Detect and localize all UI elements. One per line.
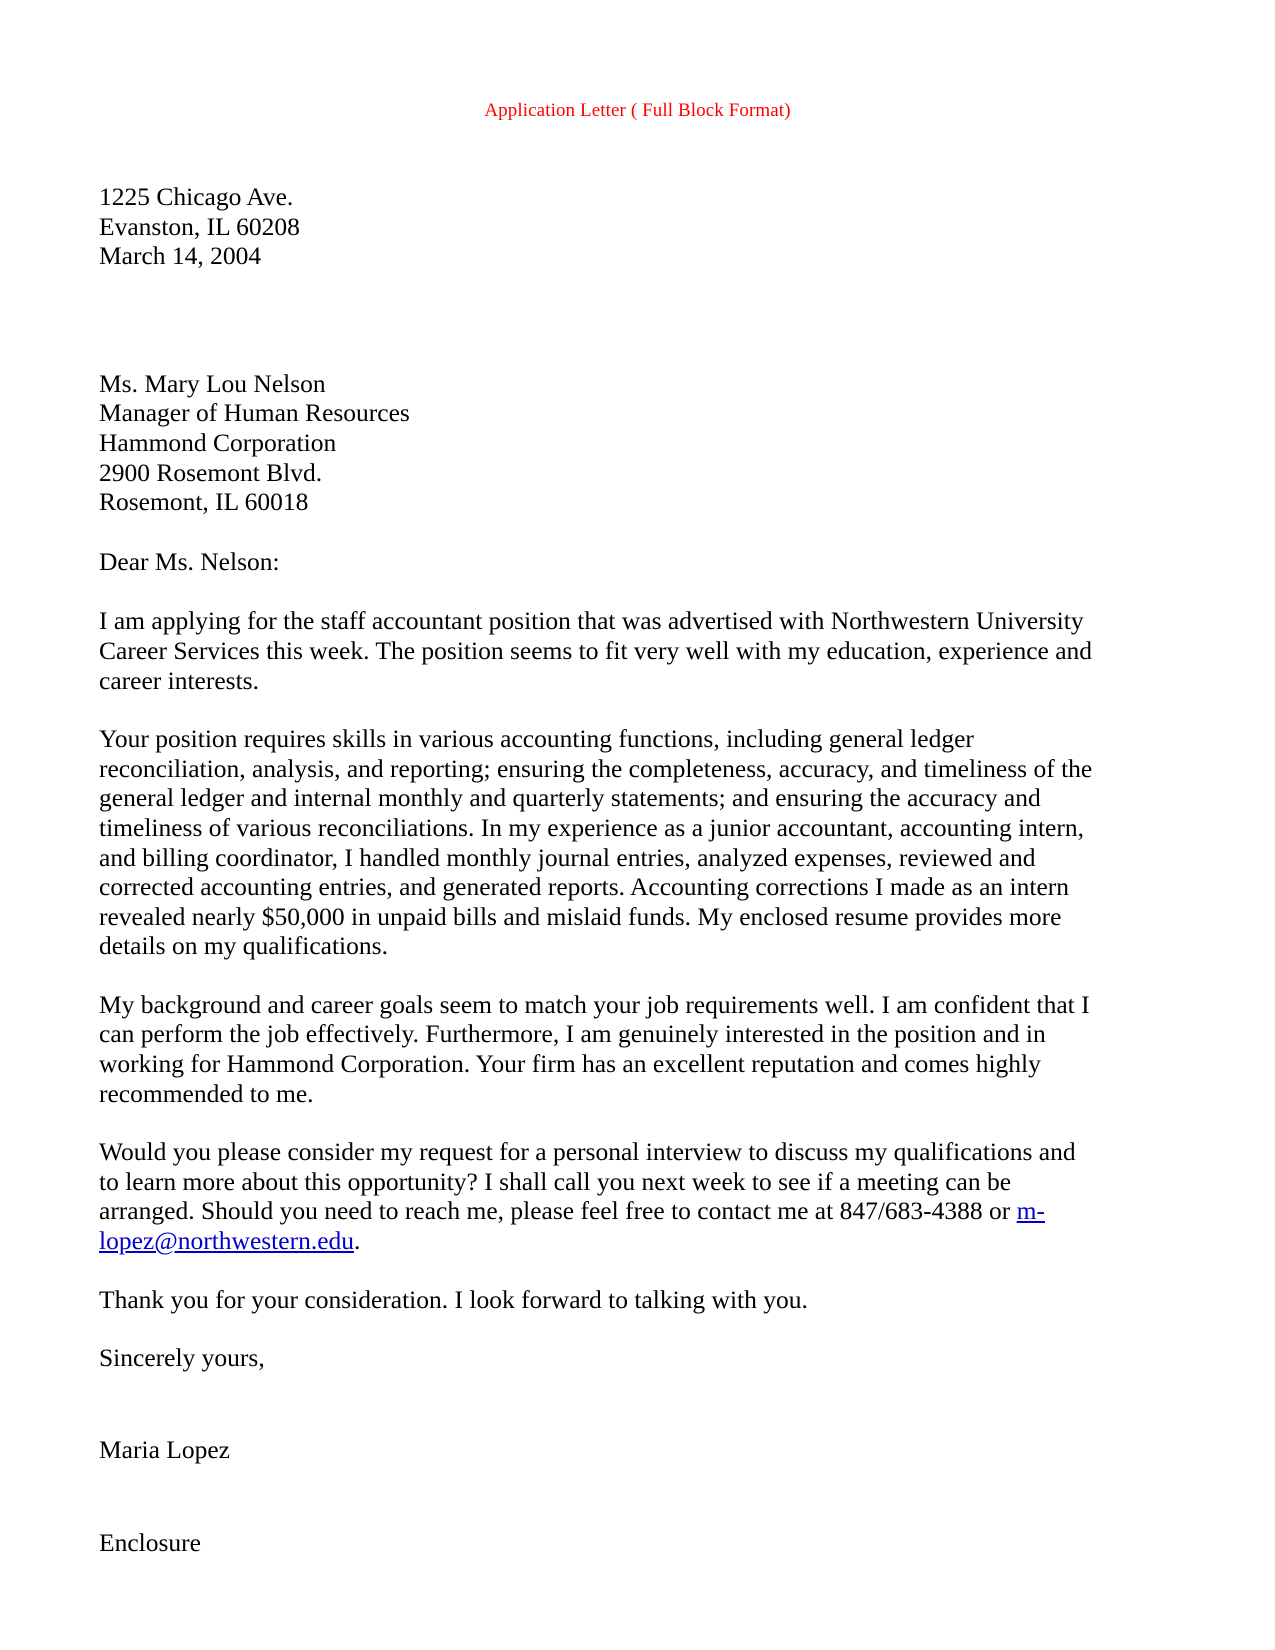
recipient-street: 2900 Rosemont Blvd. (99, 457, 323, 487)
spacer-1 (99, 695, 1094, 724)
spacer-after-sender (99, 271, 1094, 369)
recipient-title: Manager of Human Resources (99, 398, 410, 428)
signature-space (99, 1373, 1094, 1435)
signature-name: Maria Lopez (99, 1434, 230, 1464)
spacer-2 (99, 961, 1094, 990)
sender-address-line-2: Evanston, IL 60208 (99, 211, 300, 241)
paragraph-4-text-after-email: . (354, 1226, 361, 1256)
body-paragraph-2: Your position requires skills in various accounting functions, including general ledger reconciliation, analysis, and reporting; ensuring the completeness, accuracy, and timeliness of the general ledger and internal monthly and quarterly statements; and ensuring the accuracy and timeliness of various reconciliations. In my experience as a junior accountant, accounting intern, and billing coordinator, I handled monthly journal entries, analyzed expenses, reviewed and corrected accounting entries, and generated reports. Accounting corrections I made as an intern revealed nearly $50,000 in unpaid bills and mislaid funds. My enclosed resume provides more details on my qualifications. (99, 724, 1093, 961)
enclosure-note: Enclosure (99, 1528, 201, 1558)
spacer-5 (99, 1314, 1094, 1343)
spacer-3 (99, 1108, 1094, 1137)
sender-address-block (99, 182, 1094, 271)
spacer-4 (99, 1256, 1094, 1285)
spacer-after-salutation (99, 576, 1094, 606)
sender-date-line: March 14, 2004 (99, 241, 262, 271)
page-title: Application Letter ( Full Block Format) (484, 100, 791, 121)
recipient-address-block (99, 369, 1094, 517)
spacer-before-enclosure (99, 1464, 1094, 1528)
recipient-company: Hammond Corporation (99, 427, 337, 457)
letter-body (99, 182, 1094, 1558)
body-paragraph-4 (99, 1137, 1094, 1255)
email-link[interactable]: m-lopez@northwestern.edu (99, 1196, 1045, 1256)
spacer-after-recipient (99, 517, 1094, 547)
body-paragraph-1: I am applying for the staff accountant position that was advertised with Northwestern University Career Services this week. The position seems to fit very well with my education, experience and career interests. (99, 606, 1093, 695)
salutation: Dear Ms. Nelson: (99, 546, 280, 576)
sender-address-line-1: 1225 Chicago Ave. (99, 182, 294, 211)
closing-line: Sincerely yours, (99, 1343, 265, 1373)
recipient-name: Ms. Mary Lou Nelson (99, 368, 326, 398)
paragraph-4-text-before-email: Would you please consider my request for a personal interview to discuss my qualifications and to learn more about this opportunity? I shall call you next week to see if a meeting can be arranged. Should you need to reach me, please feel free to contact me at 847/683-4388 or (99, 1137, 1076, 1226)
recipient-city-state-zip: Rosemont, IL 60018 (99, 487, 309, 517)
body-paragraph-5: Thank you for your consideration. I look forward to talking with you. (99, 1284, 808, 1314)
body-paragraph-3: My background and career goals seem to match your job requirements well. I am confident that I can perform the job effectively. Furthermore, I am genuinely interested in the position and in working for Hammond Corporation. Your firm has an excellent reputation and comes highly recommended to me. (99, 989, 1090, 1108)
